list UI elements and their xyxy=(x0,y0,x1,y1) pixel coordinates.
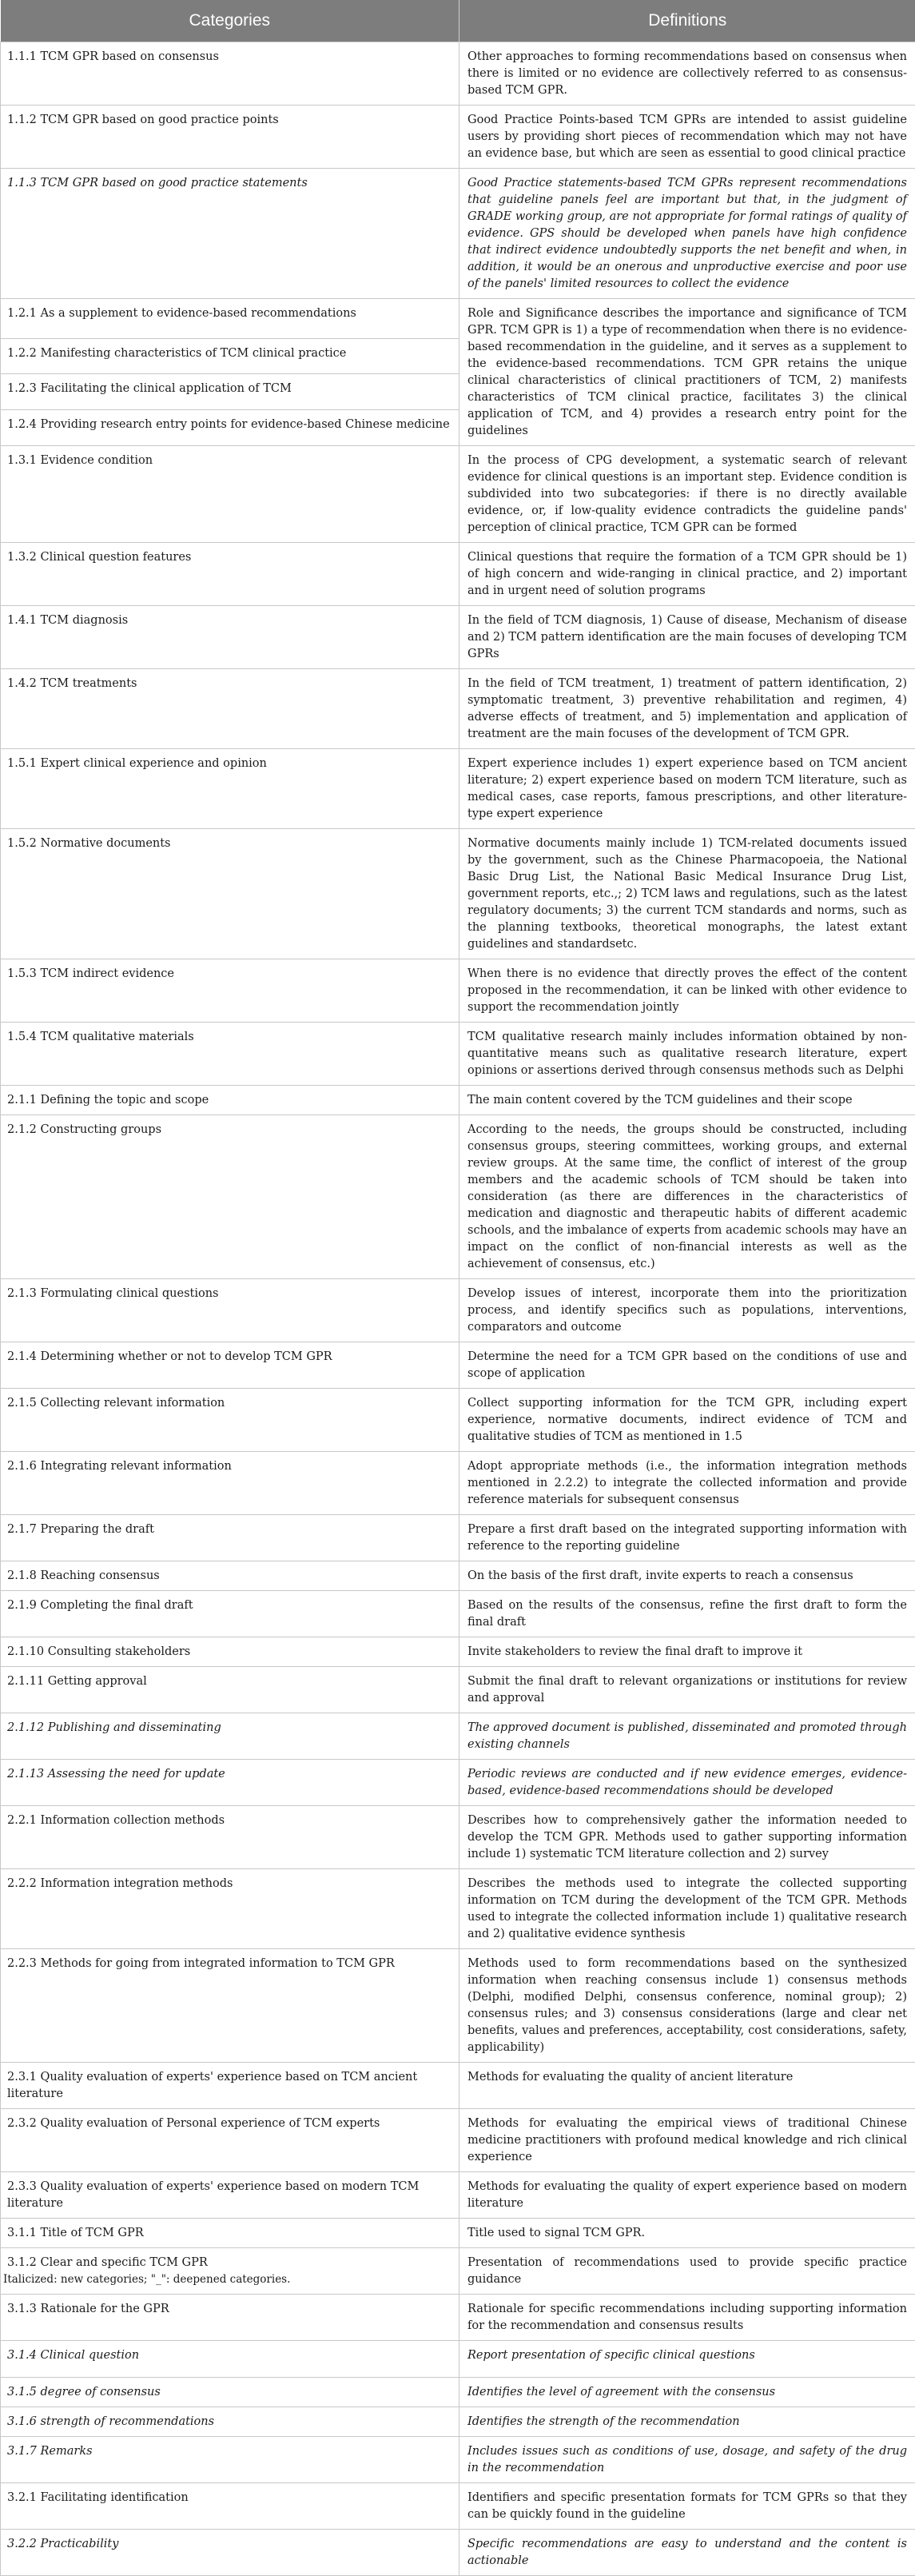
definition-cell: Submit the final draft to relevant organizations or institutions for review and approval xyxy=(459,1667,915,1713)
category-cell: 1.5.1 Expert clinical experience and opinion xyxy=(1,749,459,829)
table-row xyxy=(1,299,915,339)
definition-cell: In the field of TCM treatment, 1) treatment of pattern identification, 2) symptomatic treatment, 3) preventive rehabilitation and regimen, 4) adverse effects of treatment, and 5) implementation and application of treatment are the main focuses of the development of TCM GPR. xyxy=(459,669,915,749)
category-cell: 2.1.13 Assessing the need for update xyxy=(1,1760,459,1806)
category-cell: 2.1.12 Publishing and disseminating xyxy=(1,1713,459,1760)
table-row xyxy=(1,1515,915,1561)
table-row xyxy=(1,1637,915,1667)
definition-cell: When there is no evidence that directly proves the effect of the content proposed in the recommendation, it can be linked with other evidence to support the recommendation jointly xyxy=(459,959,915,1023)
category-cell: 1.2.3 Facilitating the clinical application of TCM xyxy=(1,374,459,410)
category-cell: 1.1.3 TCM GPR based on good practice statements xyxy=(1,169,459,299)
table-row xyxy=(1,829,915,959)
category-cell: 2.1.7 Preparing the draft xyxy=(1,1515,459,1561)
table-row xyxy=(1,1389,915,1452)
header-categories: Categories xyxy=(1,0,459,42)
table-row xyxy=(1,2172,915,2219)
table-footnote: Italicized: new categories; "_": deepened categories. xyxy=(3,2273,290,2286)
definition-cell: Methods for evaluating the empirical views of traditional Chinese medicine practitioners with profound medical knowledge and rich clinical experience xyxy=(459,2109,915,2172)
category-cell: 2.3.1 Quality evaluation of experts' experience based on TCM ancient literature xyxy=(1,2063,459,2109)
definition-cell: In the field of TCM diagnosis, 1) Cause of disease, Mechanism of disease and 2) TCM pattern identification are the main focuses of developing TCM GPRs xyxy=(459,606,915,669)
definition-cell: Identifies the level of agreement with the consensus xyxy=(459,2378,915,2407)
table-row xyxy=(1,1561,915,1591)
definition-cell: Good Practice statements-based TCM GPRs represent recommendations that guideline panels feel are important but that, in the judgment of GRADE working group, are not appropriate for formal ratings of quality of evidence. GPS should be developed when panels have high confidence that indirect evidence undoubtedly supports the net benefit and when, in addition, it would be an onerous and unproductive exercise and poor use of the panels' limited resources to collect the evidence xyxy=(459,169,915,299)
table-row xyxy=(1,2483,915,2530)
table-row xyxy=(1,2063,915,2109)
table-row xyxy=(1,42,915,106)
category-cell: 3.1.5 degree of consensus xyxy=(1,2378,459,2407)
definition-cell: Role and Significance describes the importance and significance of TCM GPR. TCM GPR is 1) a type of recommendation when there is no evidence-based recommendation in the guideline, and it serves as a supplement to the evidence-based recommendations. TCM GPR retains the unique clinical characteristics of clinical practitioners of TCM, 2) manifests characteristics of TCM clinical practice, facilitates 3) the clinical application of TCM, and 4) provides a research entry point for the guidelines xyxy=(459,299,915,446)
definition-cell: Rationale for specific recommendations including supporting information for the recommendation and consensus results xyxy=(459,2295,915,2341)
table-row xyxy=(1,446,915,543)
category-cell: 2.1.3 Formulating clinical questions xyxy=(1,1279,459,1342)
category-cell: 2.1.11 Getting approval xyxy=(1,1667,459,1713)
table-row xyxy=(1,2109,915,2172)
definition-cell: Prepare a first draft based on the integrated supporting information with reference to the reporting guideline xyxy=(459,1515,915,1561)
header-definitions: Definitions xyxy=(459,0,915,42)
definition-cell: According to the needs, the groups should be constructed, including consensus groups, steering committees, working groups, and external review groups. At the same time, the conflict of interest of the group members and the academic schools of TCM should be taken into consideration (as there are differences in the characteristics of medication and diagnostic and therapeutic habits of different academic schools, and the imbalance of experts from academic schools may have an impact on the conflict of non-financial interests as well as the achievement of consensus, etc.) xyxy=(459,1115,915,1279)
category-cell: 2.3.2 Quality evaluation of Personal experience of TCM experts xyxy=(1,2109,459,2172)
definition-cell: The approved document is published, disseminated and promoted through existing channels xyxy=(459,1713,915,1760)
table-row xyxy=(1,606,915,669)
table-row xyxy=(1,169,915,299)
category-cell: 2.1.10 Consulting stakeholders xyxy=(1,1637,459,1667)
table-row xyxy=(1,2219,915,2248)
category-cell: 2.2.3 Methods for going from integrated information to TCM GPR xyxy=(1,1949,459,2063)
category-cell: 2.1.6 Integrating relevant information xyxy=(1,1452,459,1515)
category-cell: 1.5.4 TCM qualitative materials xyxy=(1,1023,459,1086)
category-cell: 2.1.2 Constructing groups xyxy=(1,1115,459,1279)
category-cell: 1.2.4 Providing research entry points for evidence-based Chinese medicine xyxy=(1,410,459,446)
definition-cell: On the basis of the first draft, invite experts to reach a consensus xyxy=(459,1561,915,1591)
definition-cell: In the process of CPG development, a systematic search of relevant evidence for clinical questions is an important step. Evidence condition is subdivided into two subcategories: if there is no directly available evidence, or, if low-quality evidence contradicts the guideline pands' perception of clinical practice, TCM GPR can be formed xyxy=(459,446,915,543)
table-row xyxy=(1,2378,915,2407)
table-row xyxy=(1,1342,915,1389)
table-row xyxy=(1,2530,915,2576)
table-row xyxy=(1,1869,915,1949)
table-row xyxy=(1,106,915,169)
definition-cell: Methods for evaluating the quality of ancient literature xyxy=(459,2063,915,2109)
category-cell: 1.3.2 Clinical question features xyxy=(1,543,459,606)
table-row xyxy=(1,2341,915,2378)
table-row xyxy=(1,1949,915,2063)
category-cell: 2.2.2 Information integration methods xyxy=(1,1869,459,1949)
definition-cell: Clinical questions that require the formation of a TCM GPR should be 1) of high concern and wide-ranging in clinical practice, and 2) important and in urgent need of solution programs xyxy=(459,543,915,606)
table-row xyxy=(1,543,915,606)
table-row xyxy=(1,1452,915,1515)
table-row xyxy=(1,1115,915,1279)
category-cell: 1.3.1 Evidence condition xyxy=(1,446,459,543)
table-row xyxy=(1,1713,915,1760)
table-row xyxy=(1,959,915,1023)
table-row xyxy=(1,2407,915,2437)
category-cell: 3.1.3 Rationale for the GPR xyxy=(1,2295,459,2341)
definition-cell: Methods for evaluating the quality of expert experience based on modern literature xyxy=(459,2172,915,2219)
definition-cell: The main content covered by the TCM guidelines and their scope xyxy=(459,1086,915,1115)
table-row xyxy=(1,1086,915,1115)
category-cell: 1.2.2 Manifesting characteristics of TCM clinical practice xyxy=(1,338,459,374)
definition-cell: Other approaches to forming recommendations based on consensus when there is limited or no evidence are collectively referred to as consensus-based TCM GPR. xyxy=(459,42,915,106)
definition-cell: Describes how to comprehensively gather the information needed to develop the TCM GPR. Methods used to gather supporting information include 1) systematic TCM literature collection and 2) survey xyxy=(459,1806,915,1869)
category-cell: 2.3.3 Quality evaluation of experts' experience based on modern TCM literature xyxy=(1,2172,459,2219)
table-header-row xyxy=(1,0,915,42)
table-row xyxy=(1,1667,915,1713)
category-cell: 2.1.4 Determining whether or not to develop TCM GPR xyxy=(1,1342,459,1389)
category-cell: 2.2.1 Information collection methods xyxy=(1,1806,459,1869)
category-cell: 3.1.1 Title of TCM GPR xyxy=(1,2219,459,2248)
definition-cell: Adopt appropriate methods (i.e., the information integration methods mentioned in 2.2.2) to integrate the collected information and provide reference materials for subsequent consensus xyxy=(459,1452,915,1515)
definition-cell: Describes the methods used to integrate the collected supporting information on TCM during the development of the TCM GPR. Methods used to integrate the collected information include 1) qualitative research and 2) qualitative evidence synthesis xyxy=(459,1869,915,1949)
table-row xyxy=(1,2437,915,2483)
definition-cell: Report presentation of specific clinical questions xyxy=(459,2341,915,2378)
definition-cell: Develop issues of interest, incorporate them into the prioritization process, and identify specifics such as populations, interventions, comparators and outcome xyxy=(459,1279,915,1342)
definition-cell: Includes issues such as conditions of use, dosage, and safety of the drug in the recommendation xyxy=(459,2437,915,2483)
definition-cell: Methods used to form recommendations based on the synthesized information when reaching consensus include 1) consensus methods (Delphi, modified Delphi, consensus conference, nominal group); 2) consensus rules; and 3) consensus considerations (large and clear net benefits, values and preferences, acceptability, cost considerations, safety, applicability) xyxy=(459,1949,915,2063)
category-cell: 1.4.1 TCM diagnosis xyxy=(1,606,459,669)
table-row xyxy=(1,1591,915,1637)
category-cell: 1.5.2 Normative documents xyxy=(1,829,459,959)
category-cell: 2.1.5 Collecting relevant information xyxy=(1,1389,459,1452)
category-cell: 1.4.2 TCM treatments xyxy=(1,669,459,749)
table-body xyxy=(1,42,915,2576)
table-row xyxy=(1,1279,915,1342)
table-row xyxy=(1,2248,915,2295)
definition-cell: Invite stakeholders to review the final draft to improve it xyxy=(459,1637,915,1667)
definition-cell: Normative documents mainly include 1) TCM-related documents issued by the government, such as the Chinese Pharmacopoeia, the National Basic Drug List, the National Basic Medical Insurance Drug List, government reports, etc.,; 2) TCM laws and regulations, such as the latest regulatory documents; 3) the current TCM standards and norms, such as the planning textbooks, theoretical monographs, the latest extant guidelines and standardsetc. xyxy=(459,829,915,959)
definition-cell: Collect supporting information for the TCM GPR, including expert experience, normative documents, indirect evidence of TCM and qualitative studies of TCM as mentioned in 1.5 xyxy=(459,1389,915,1452)
category-cell: 2.1.8 Reaching consensus xyxy=(1,1561,459,1591)
category-cell: 1.1.2 TCM GPR based on good practice points xyxy=(1,106,459,169)
definition-cell: Based on the results of the consensus, refine the first draft to form the final draft xyxy=(459,1591,915,1637)
category-cell: 3.1.2 Clear and specific TCM GPR xyxy=(1,2248,459,2295)
category-cell: 1.5.3 TCM indirect evidence xyxy=(1,959,459,1023)
definition-cell: Identifiers and specific presentation formats for TCM GPRs so that they can be quickly found in the guideline xyxy=(459,2483,915,2530)
category-cell: 1.1.1 TCM GPR based on consensus xyxy=(1,42,459,106)
definition-cell: TCM qualitative research mainly includes information obtained by non-quantitative means such as qualitative research literature, expert opinions or assertions derived through consensus methods such as Delphi xyxy=(459,1023,915,1086)
table-row xyxy=(1,669,915,749)
definition-cell: Presentation of recommendations used to provide specific practice guidance xyxy=(459,2248,915,2295)
table-row xyxy=(1,749,915,829)
table-row xyxy=(1,1806,915,1869)
table-row xyxy=(1,1023,915,1086)
definition-cell: Determine the need for a TCM GPR based on the conditions of use and scope of application xyxy=(459,1342,915,1389)
category-cell: 1.2.1 As a supplement to evidence-based recommendations xyxy=(1,299,459,339)
definition-cell: Identifies the strength of the recommendation xyxy=(459,2407,915,2437)
category-cell: 3.1.6 strength of recommendations xyxy=(1,2407,459,2437)
definition-cell: Title used to signal TCM GPR. xyxy=(459,2219,915,2248)
definition-cell: Specific recommendations are easy to understand and the content is actionable xyxy=(459,2530,915,2576)
category-cell: 3.2.2 Practicability xyxy=(1,2530,459,2576)
category-cell: 2.1.9 Completing the final draft xyxy=(1,1591,459,1637)
category-cell: 3.2.1 Facilitating identification xyxy=(1,2483,459,2530)
table-row xyxy=(1,1760,915,1806)
category-cell: 3.1.7 Remarks xyxy=(1,2437,459,2483)
definition-cell: Expert experience includes 1) expert experience based on TCM ancient literature; 2) expert experience based on modern TCM literature, such as medical cases, case reports, famous prescriptions, and other literature-type expert experience xyxy=(459,749,915,829)
table-row xyxy=(1,2295,915,2341)
category-cell: 2.1.1 Defining the topic and scope xyxy=(1,1086,459,1115)
definition-cell: Good Practice Points-based TCM GPRs are intended to assist guideline users by providing short pieces of recommendation which may not have an evidence base, but which are seen as essential to good clinical practice xyxy=(459,106,915,169)
category-cell: 3.1.4 Clinical question xyxy=(1,2341,459,2378)
definition-cell: Periodic reviews are conducted and if new evidence emerges, evidence-based, evidence-based recommendations should be developed xyxy=(459,1760,915,1806)
